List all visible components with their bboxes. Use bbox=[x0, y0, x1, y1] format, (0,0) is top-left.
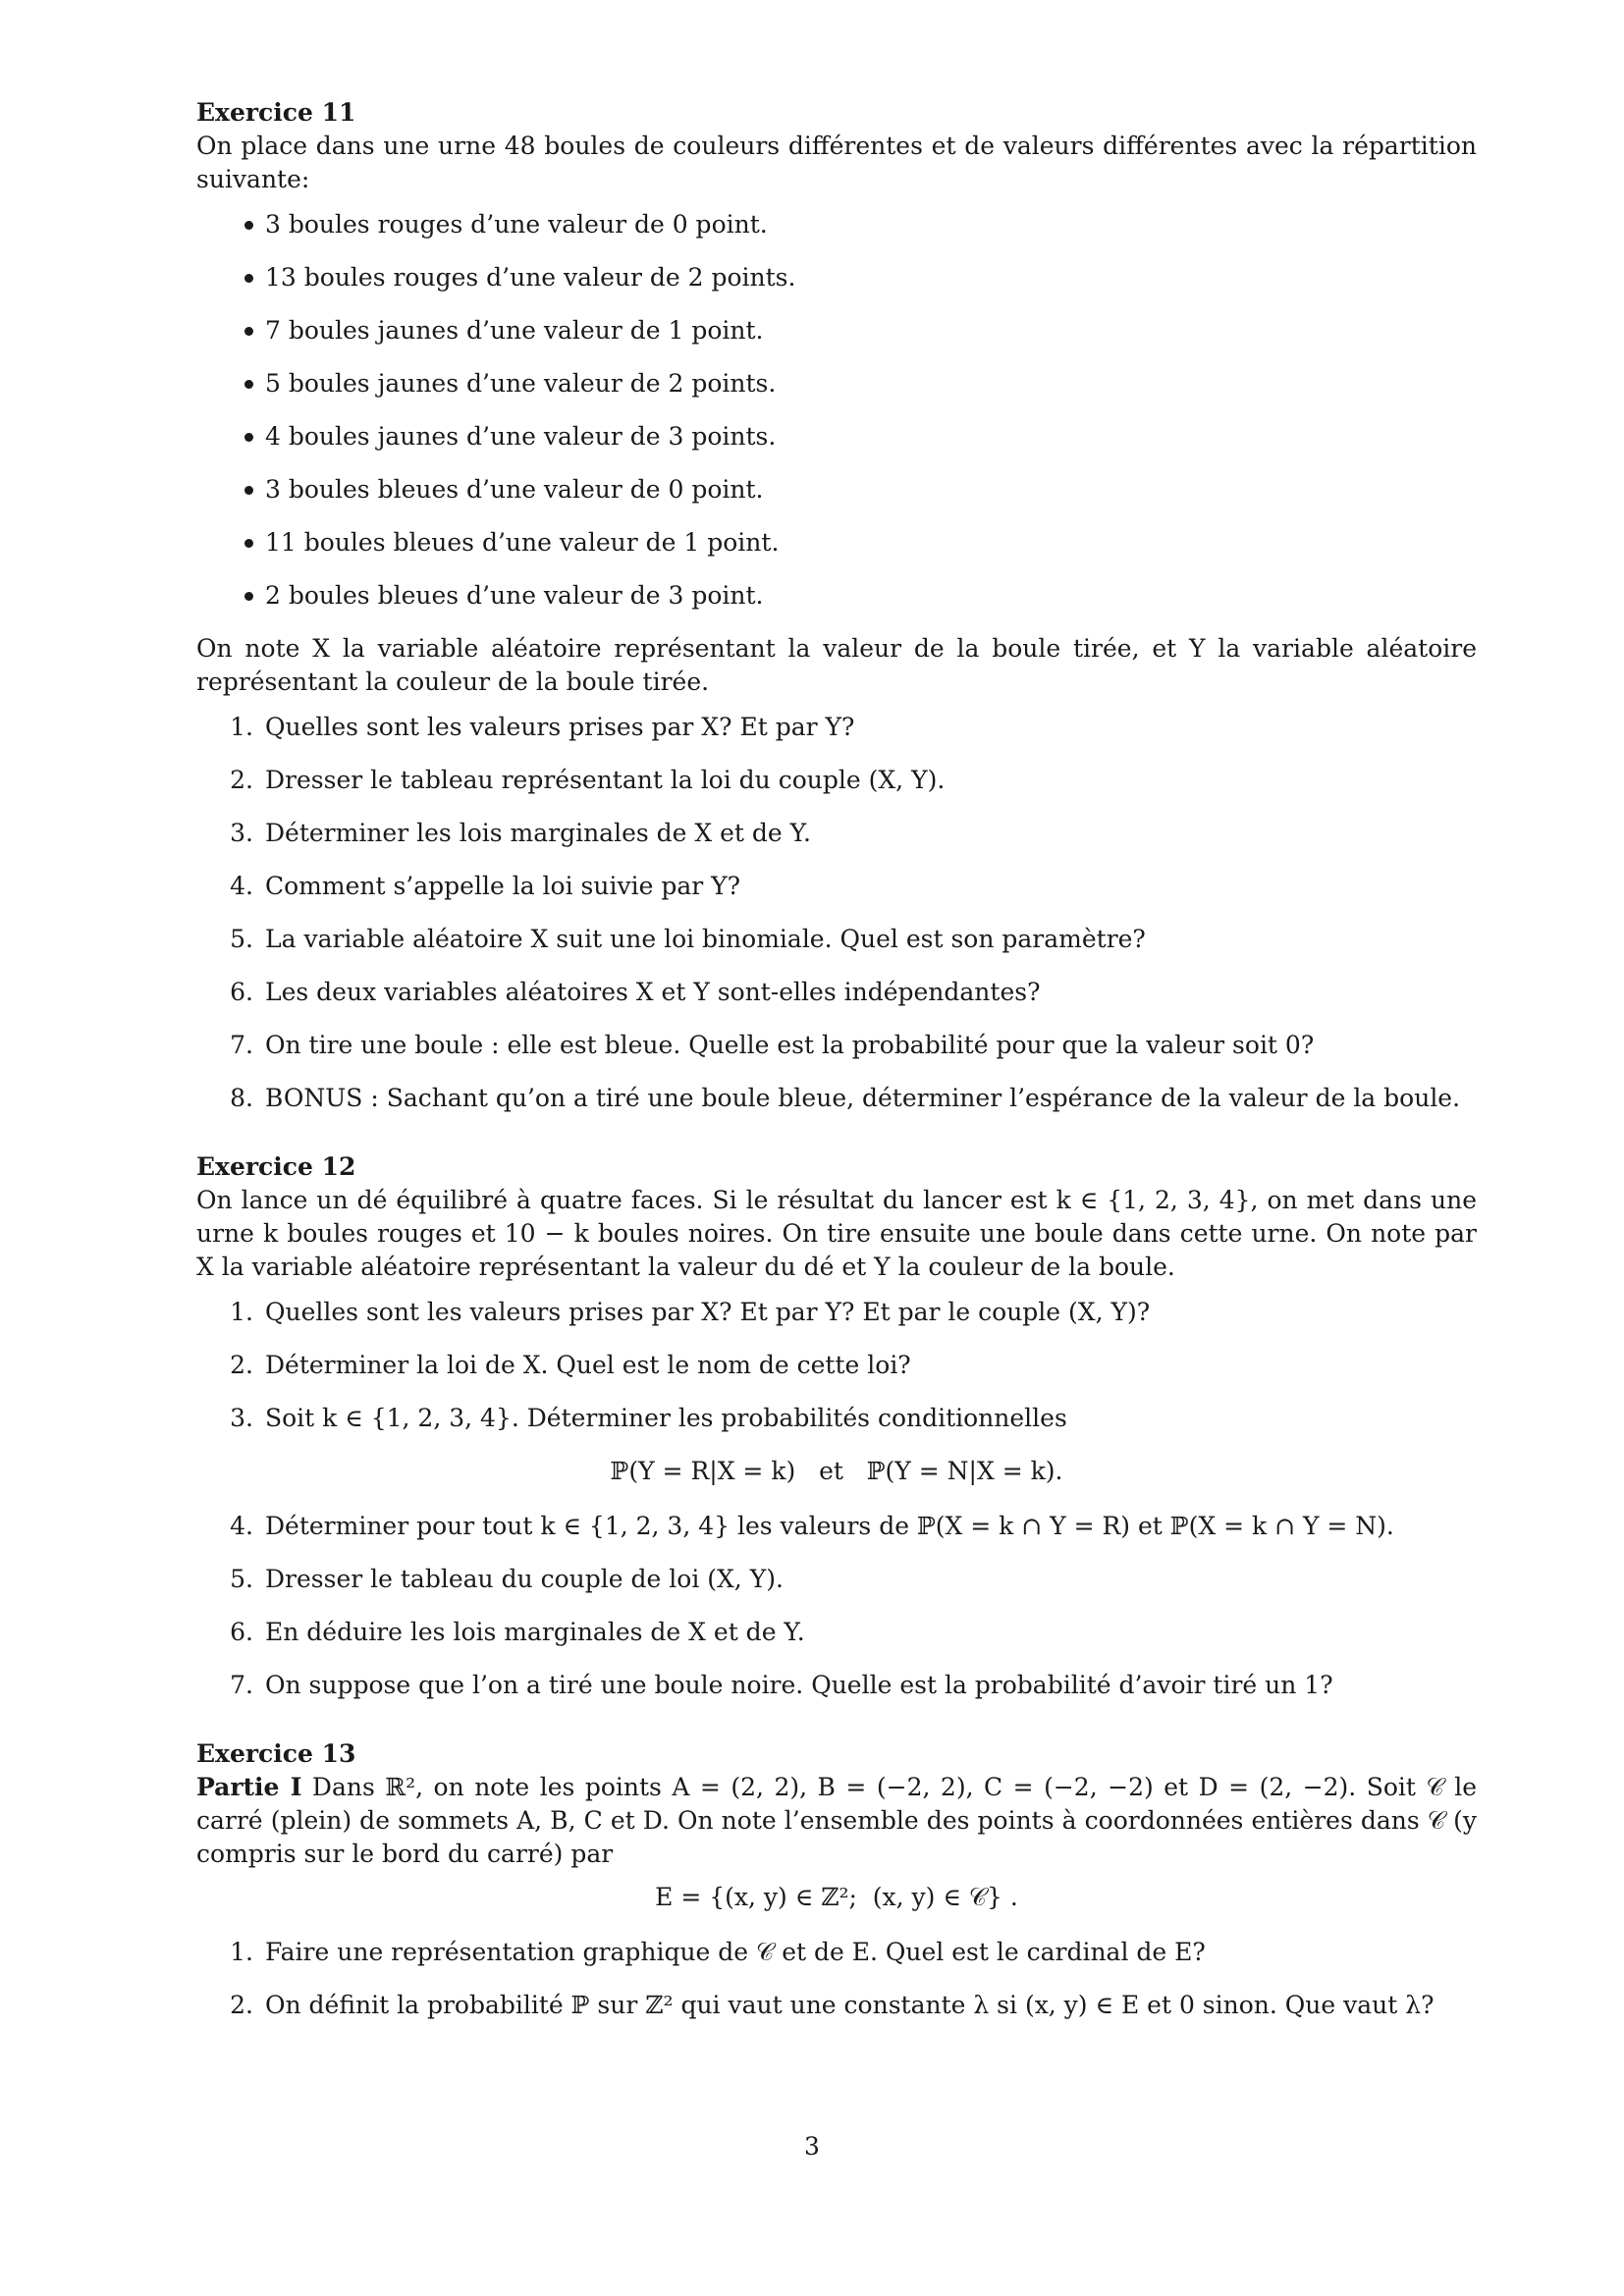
question-number: 2. bbox=[230, 1991, 253, 2019]
question-item bbox=[196, 923, 1477, 956]
exercise-intro bbox=[196, 1771, 1477, 1871]
question-number: 6. bbox=[230, 1618, 253, 1646]
question-text: Les deux variables aléatoires X et Y sont-elles indépendantes? bbox=[265, 978, 1041, 1006]
question-item bbox=[196, 1510, 1477, 1543]
exercise-title: Exercice 12 bbox=[196, 1152, 356, 1181]
question-text: On suppose que l’on a tiré une boule noire. Quelle est la probabilité d’avoir tiré un 1? bbox=[265, 1671, 1333, 1699]
question-number: 3. bbox=[230, 1404, 253, 1432]
question-number: 7. bbox=[230, 1671, 253, 1699]
exercise-12 bbox=[196, 1150, 1477, 1702]
question-item bbox=[196, 1563, 1477, 1596]
question-text: Déterminer les lois marginales de X et de Y. bbox=[265, 819, 811, 847]
question-number: 2. bbox=[230, 766, 253, 794]
question-number: 5. bbox=[230, 925, 253, 953]
question-list bbox=[196, 1296, 1477, 1435]
question-text: BONUS : Sachant qu’on a tiré une boule bleue, déterminer l’espérance de la valeur de la boule. bbox=[265, 1084, 1461, 1112]
question-item bbox=[196, 1296, 1477, 1329]
question-number: 1. bbox=[230, 713, 253, 741]
question-item bbox=[196, 1989, 1477, 2022]
question-number: 2. bbox=[230, 1351, 253, 1379]
question-text: Déterminer la loi de X. Quel est le nom de cette loi? bbox=[265, 1351, 911, 1379]
exercise-intro-text: Dans ℝ², on note les points A = (2, 2), B = (−2, 2), C = (−2, −2) et D = (2, −2). Soit 𝒞 le carré (plein) de sommets A, B, C et D. On note l’ensemble des points à coordonnées entières dans 𝒞 (y compris sur le bord du carré) par bbox=[196, 1773, 1477, 1868]
question-text: En déduire les lois marginales de X et de Y. bbox=[265, 1618, 805, 1646]
list-item: 4 boules jaunes d’une valeur de 3 points. bbox=[196, 420, 1477, 454]
question-item bbox=[196, 1349, 1477, 1382]
question-item bbox=[196, 1402, 1477, 1435]
exercise-13 bbox=[196, 1737, 1477, 2022]
question-text: La variable aléatoire X suit une loi binomiale. Quel est son paramètre? bbox=[265, 925, 1146, 953]
question-number: 7. bbox=[230, 1031, 253, 1059]
question-item bbox=[196, 764, 1477, 797]
question-number: 5. bbox=[230, 1565, 253, 1593]
partie-label: Partie I bbox=[196, 1773, 302, 1801]
question-number: 8. bbox=[230, 1084, 253, 1112]
question-text: Dresser le tableau du couple de loi (X, Y). bbox=[265, 1565, 784, 1593]
question-text: Comment s’appelle la loi suivie par Y? bbox=[265, 872, 741, 900]
question-number: 4. bbox=[230, 872, 253, 900]
question-number: 1. bbox=[230, 1298, 253, 1326]
list-item: 3 boules bleues d’une valeur de 0 point. bbox=[196, 473, 1477, 507]
question-item bbox=[196, 1669, 1477, 1702]
list-item: 2 boules bleues d’une valeur de 3 point. bbox=[196, 579, 1477, 613]
question-number: 1. bbox=[230, 1938, 253, 1966]
question-item bbox=[196, 870, 1477, 903]
question-text: Quelles sont les valeurs prises par X? Et par Y? bbox=[265, 713, 855, 741]
question-item bbox=[196, 976, 1477, 1009]
question-text: On définit la probabilité ℙ sur ℤ² qui vaut une constante λ si (x, y) ∈ E et 0 sinon. Que vaut λ? bbox=[265, 1991, 1435, 2019]
list-item: 3 boules rouges d’une valeur de 0 point. bbox=[196, 208, 1477, 241]
question-number: 3. bbox=[230, 819, 253, 847]
exercise-title: Exercice 13 bbox=[196, 1739, 356, 1768]
ball-distribution-list bbox=[196, 208, 1477, 613]
question-item bbox=[196, 1029, 1477, 1062]
question-list bbox=[196, 1510, 1477, 1702]
display-equation: E = {(x, y) ∈ ℤ²; (x, y) ∈ 𝒞} . bbox=[655, 1883, 1018, 1911]
question-text: Déterminer pour tout k ∈ {1, 2, 3, 4} les valeurs de ℙ(X = k ∩ Y = R) et ℙ(X = k ∩ Y = N). bbox=[265, 1512, 1394, 1540]
question-text: On tire une boule : elle est bleue. Quelle est la probabilité pour que la valeur soit 0? bbox=[265, 1031, 1315, 1059]
question-text: Dresser le tableau représentant la loi du couple (X, Y). bbox=[265, 766, 946, 794]
question-item bbox=[196, 817, 1477, 850]
list-item: 13 boules rouges d’une valeur de 2 points. bbox=[196, 261, 1477, 294]
exercise-intro: On place dans une urne 48 boules de couleurs différentes et de valeurs différentes avec la répartition suivante: bbox=[196, 132, 1477, 193]
question-item bbox=[196, 711, 1477, 744]
question-text: Soit k ∈ {1, 2, 3, 4}. Déterminer les probabilités conditionnelles bbox=[265, 1404, 1067, 1432]
question-text: Quelles sont les valeurs prises par X? Et par Y? Et par le couple (X, Y)? bbox=[265, 1298, 1151, 1326]
question-item bbox=[196, 1082, 1477, 1115]
list-item: 5 boules jaunes d’une valeur de 2 points. bbox=[196, 367, 1477, 400]
list-item: 11 boules bleues d’une valeur de 1 point. bbox=[196, 526, 1477, 560]
exercise-title: Exercice 11 bbox=[196, 98, 356, 127]
exercise-11 bbox=[196, 96, 1477, 1115]
list-item: 7 boules jaunes d’une valeur de 1 point. bbox=[196, 314, 1477, 347]
exercise-paragraph: On note X la variable aléatoire représentant la valeur de la boule tirée, et Y la variable aléatoire représentant la couleur de la boule tirée. bbox=[196, 634, 1477, 696]
question-list bbox=[196, 711, 1477, 1115]
display-equation: ℙ(Y = R|X = k) et ℙ(Y = N|X = k). bbox=[610, 1457, 1063, 1485]
question-number: 6. bbox=[230, 978, 253, 1006]
question-text: Faire une représentation graphique de 𝒞 et de E. Quel est le cardinal de E? bbox=[265, 1938, 1206, 1966]
question-item bbox=[196, 1616, 1477, 1649]
page-number: 3 bbox=[804, 2132, 820, 2161]
question-number: 4. bbox=[230, 1512, 253, 1540]
question-item bbox=[196, 1936, 1477, 1969]
exercise-intro: On lance un dé équilibré à quatre faces. Si le résultat du lancer est k ∈ {1, 2, 3, 4}, on met dans une urne k boules rouges et 10 − k boules noires. On tire ensuite une boule dans cette urne. On note par X la variable aléatoire représentant la valeur du dé et Y la couleur de la boule. bbox=[196, 1186, 1477, 1281]
question-list bbox=[196, 1936, 1477, 2022]
